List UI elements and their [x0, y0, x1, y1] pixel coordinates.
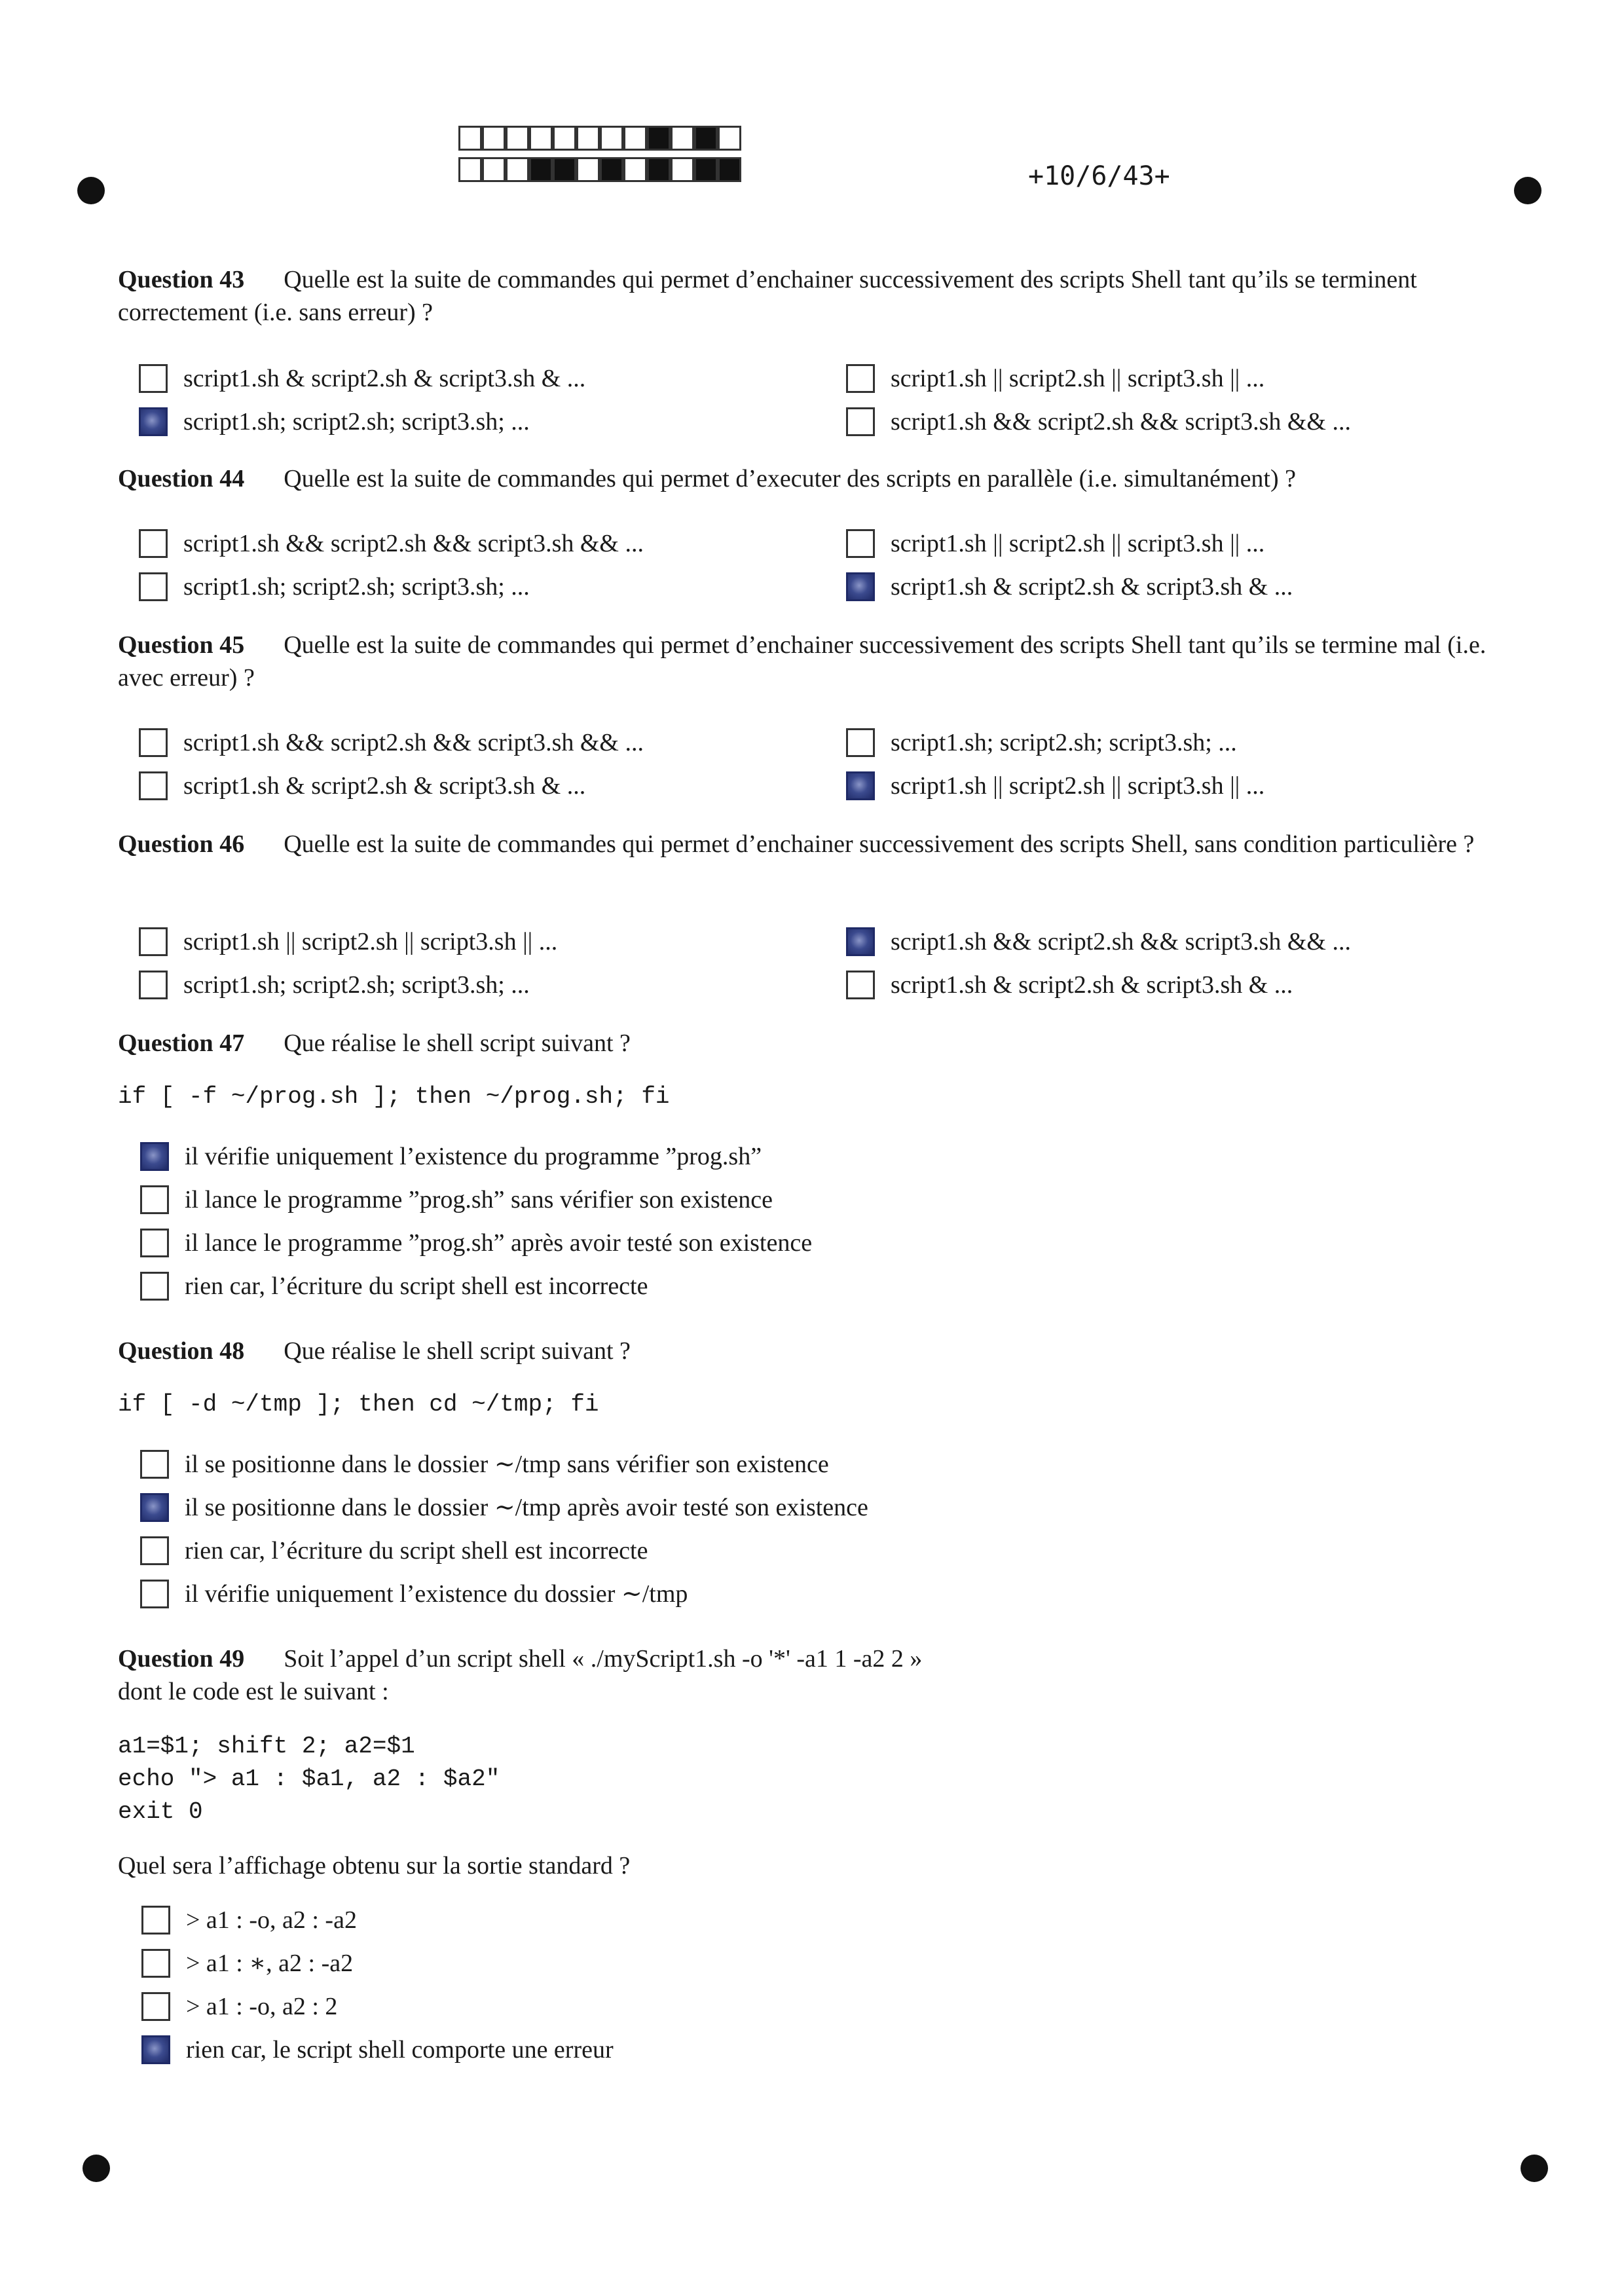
answer-label: script1.sh && script2.sh && script3.sh && ...	[891, 928, 1351, 955]
checkbox[interactable]	[141, 1992, 170, 2021]
question-46	[118, 828, 1506, 861]
barcode-cell	[671, 157, 694, 182]
checkbox[interactable]	[846, 364, 875, 393]
question-number: Question 45	[118, 631, 245, 659]
question-text: Quelle est la suite de commandes qui permet d’executer des scripts en parallèle (i.e. simultanément) ?	[284, 465, 1297, 492]
question-number: Question 49	[118, 1645, 245, 1673]
answer-option[interactable]	[141, 2034, 614, 2065]
checkbox[interactable]	[139, 728, 168, 757]
answer-option[interactable]	[140, 1141, 762, 1172]
question-48	[118, 1335, 1506, 1367]
answer-label: il vérifie uniquement l’existence du programme ”prog.sh”	[185, 1143, 762, 1170]
barcode-row	[458, 126, 741, 153]
barcode-cell	[482, 157, 506, 182]
barcode-cell	[671, 126, 694, 151]
answer-label: script1.sh; script2.sh; script3.sh; ...	[183, 971, 530, 999]
answer-label: script1.sh; script2.sh; script3.sh; ...	[183, 408, 530, 435]
barcode-cell	[458, 126, 482, 151]
answer-option[interactable]	[139, 969, 530, 1001]
checkbox[interactable]	[139, 407, 168, 436]
checkbox[interactable]	[139, 771, 168, 800]
barcode-cell	[458, 157, 482, 182]
barcode-cell	[506, 157, 529, 182]
checkbox[interactable]	[846, 971, 875, 999]
barcode-row	[458, 157, 741, 185]
answer-label: script1.sh || script2.sh || script3.sh || ...	[891, 365, 1265, 392]
question-47	[118, 1027, 1506, 1060]
question-text: Quelle est la suite de commandes qui permet d’enchainer successivement des scripts Shell, sans condition particulière ?	[284, 830, 1475, 858]
barcode-cell	[647, 126, 671, 151]
question-text: Quelle est la suite de commandes qui permet d’enchainer successivement des scripts Shell tant qu’ils se terminent correctement (i.e. sans erreur) ?	[118, 266, 1417, 326]
checkbox[interactable]	[139, 572, 168, 601]
answer-label: rien car, le script shell comporte une erreur	[186, 2036, 614, 2064]
barcode-cell	[718, 126, 741, 151]
answer-option[interactable]	[139, 727, 644, 758]
answer-option[interactable]	[846, 406, 1351, 437]
answer-label: il lance le programme ”prog.sh” après avoir testé son existence	[185, 1229, 813, 1257]
checkbox[interactable]	[139, 927, 168, 956]
answer-label: rien car, l’écriture du script shell est incorrecte	[185, 1272, 648, 1300]
answer-label: il lance le programme ”prog.sh” sans vérifier son existence	[185, 1186, 773, 1213]
answer-option[interactable]	[846, 770, 1264, 802]
answer-option[interactable]	[846, 528, 1264, 559]
checkbox[interactable]	[140, 1142, 169, 1171]
answer-option[interactable]	[139, 571, 530, 602]
question-number: Question 48	[118, 1337, 245, 1365]
barcode-cell	[576, 157, 600, 182]
barcode-cell	[576, 126, 600, 151]
question-number: Question 44	[118, 465, 245, 492]
answer-label: script1.sh; script2.sh; script3.sh; ...	[183, 573, 530, 601]
answer-label: script1.sh & script2.sh & script3.sh & ...	[891, 573, 1293, 601]
barcode-cell	[623, 126, 647, 151]
answer-label: script1.sh && script2.sh && script3.sh && ...	[183, 530, 644, 557]
question-number: Question 46	[118, 830, 245, 858]
answer-option[interactable]	[140, 1449, 829, 1480]
answer-label: > a1 : -o, a2 : 2	[186, 1993, 338, 2020]
barcode-cell	[600, 157, 623, 182]
barcode-cell	[553, 126, 576, 151]
answer-option[interactable]	[139, 926, 557, 957]
barcode-cell	[506, 126, 529, 151]
answer-label: script1.sh || script2.sh || script3.sh || ...	[891, 772, 1265, 800]
answer-label: script1.sh & script2.sh & script3.sh & ...	[891, 971, 1293, 999]
checkbox[interactable]	[140, 1536, 169, 1565]
answer-label: script1.sh || script2.sh || script3.sh || ...	[183, 928, 558, 955]
answer-option[interactable]	[141, 1991, 337, 2022]
answer-label: script1.sh; script2.sh; script3.sh; ...	[891, 729, 1237, 756]
question-prompt: Quel sera l’affichage obtenu sur la sortie standard ?	[118, 1852, 631, 1879]
answer-option[interactable]	[141, 1948, 353, 1979]
question-number: Question 43	[118, 266, 245, 293]
code-snippet: if [ -d ~/tmp ]; then cd ~/tmp; fi	[118, 1391, 599, 1418]
answer-option[interactable]	[846, 571, 1293, 602]
question-43	[118, 263, 1506, 329]
barcode-cell	[529, 157, 553, 182]
question-text-continued: dont le code est le suivant :	[118, 1678, 389, 1705]
barcode-cell	[529, 126, 553, 151]
answer-option[interactable]	[141, 1904, 357, 1936]
answer-label: > a1 : ∗, a2 : -a2	[186, 1950, 354, 1977]
question-text: Quelle est la suite de commandes qui permet d’enchainer successivement des scripts Shell tant qu’ils se termine mal (i.e. avec erreur) ?	[118, 631, 1486, 692]
barcode-cell	[600, 126, 623, 151]
barcode-cell	[694, 157, 718, 182]
answer-option[interactable]	[139, 406, 530, 437]
answer-option[interactable]	[846, 363, 1264, 394]
question-text: Soit l’appel d’un script shell « ./myScript1.sh -o '*' -a1 1 -a2 2 »	[284, 1645, 923, 1673]
checkbox[interactable]	[140, 1450, 169, 1479]
registration-mark-bottom-right	[1521, 2155, 1548, 2182]
registration-mark-bottom-left	[83, 2155, 110, 2182]
answer-label: script1.sh && script2.sh && script3.sh && ...	[891, 408, 1351, 435]
answer-option[interactable]	[140, 1184, 773, 1215]
barcode-cell	[694, 126, 718, 151]
checkbox[interactable]	[141, 1949, 170, 1978]
answer-option[interactable]	[140, 1492, 868, 1523]
answer-option[interactable]	[846, 727, 1237, 758]
answer-label: il vérifie uniquement l’existence du dossier ∼/tmp	[185, 1580, 688, 1608]
page-barcode	[458, 126, 741, 189]
checkbox[interactable]	[846, 407, 875, 436]
answer-label: > a1 : -o, a2 : -a2	[186, 1906, 357, 1934]
barcode-cell	[482, 126, 506, 151]
checkbox[interactable]	[846, 572, 875, 601]
barcode-cell	[623, 157, 647, 182]
answer-option[interactable]	[846, 969, 1293, 1001]
barcode-cell	[647, 157, 671, 182]
question-text: Que réalise le shell script suivant ?	[284, 1337, 631, 1365]
checkbox[interactable]	[141, 1906, 170, 1935]
answer-label: script1.sh & script2.sh & script3.sh & ...	[183, 772, 586, 800]
question-45	[118, 629, 1506, 694]
answer-option[interactable]	[140, 1578, 688, 1610]
checkbox[interactable]	[846, 771, 875, 800]
answer-option[interactable]	[139, 363, 585, 394]
barcode-cell	[553, 157, 576, 182]
answer-label: script1.sh || script2.sh || script3.sh || ...	[891, 530, 1265, 557]
checkbox[interactable]	[846, 728, 875, 757]
checkbox[interactable]	[140, 1229, 169, 1257]
question-49	[118, 1642, 1506, 1675]
answer-option[interactable]	[139, 770, 585, 802]
checkbox[interactable]	[139, 529, 168, 558]
answer-label: il se positionne dans le dossier ∼/tmp après avoir testé son existence	[185, 1494, 868, 1521]
answer-option[interactable]	[846, 926, 1351, 957]
checkbox[interactable]	[141, 2035, 170, 2064]
answer-option[interactable]	[140, 1227, 812, 1259]
question-44	[118, 462, 1506, 495]
checkbox[interactable]	[846, 529, 875, 558]
question-number: Question 47	[118, 1029, 245, 1057]
checkbox[interactable]	[140, 1185, 169, 1214]
page-code: +10/6/43+	[1028, 161, 1170, 191]
answer-label: script1.sh & script2.sh & script3.sh & ...	[183, 365, 586, 392]
code-snippet: if [ -f ~/prog.sh ]; then ~/prog.sh; fi	[118, 1083, 670, 1110]
answer-label: il se positionne dans le dossier ∼/tmp sans vérifier son existence	[185, 1451, 829, 1478]
barcode-cell	[718, 157, 741, 182]
checkbox[interactable]	[139, 364, 168, 393]
checkbox[interactable]	[139, 971, 168, 999]
question-text: Que réalise le shell script suivant ?	[284, 1029, 631, 1057]
code-snippet: a1=$1; shift 2; a2=$1 echo "> a1 : $a1, a2 : $a2" exit 0	[118, 1733, 500, 1825]
registration-mark-top-right	[1514, 177, 1541, 204]
checkbox[interactable]	[140, 1493, 169, 1522]
answer-option[interactable]	[140, 1270, 648, 1302]
checkbox[interactable]	[140, 1272, 169, 1301]
answer-option[interactable]	[139, 528, 644, 559]
registration-mark-top-left	[77, 177, 105, 204]
answer-label: script1.sh && script2.sh && script3.sh && ...	[183, 729, 644, 756]
checkbox[interactable]	[140, 1580, 169, 1608]
answer-option[interactable]	[140, 1535, 648, 1566]
answer-label: rien car, l’écriture du script shell est incorrecte	[185, 1537, 648, 1565]
checkbox[interactable]	[846, 927, 875, 956]
